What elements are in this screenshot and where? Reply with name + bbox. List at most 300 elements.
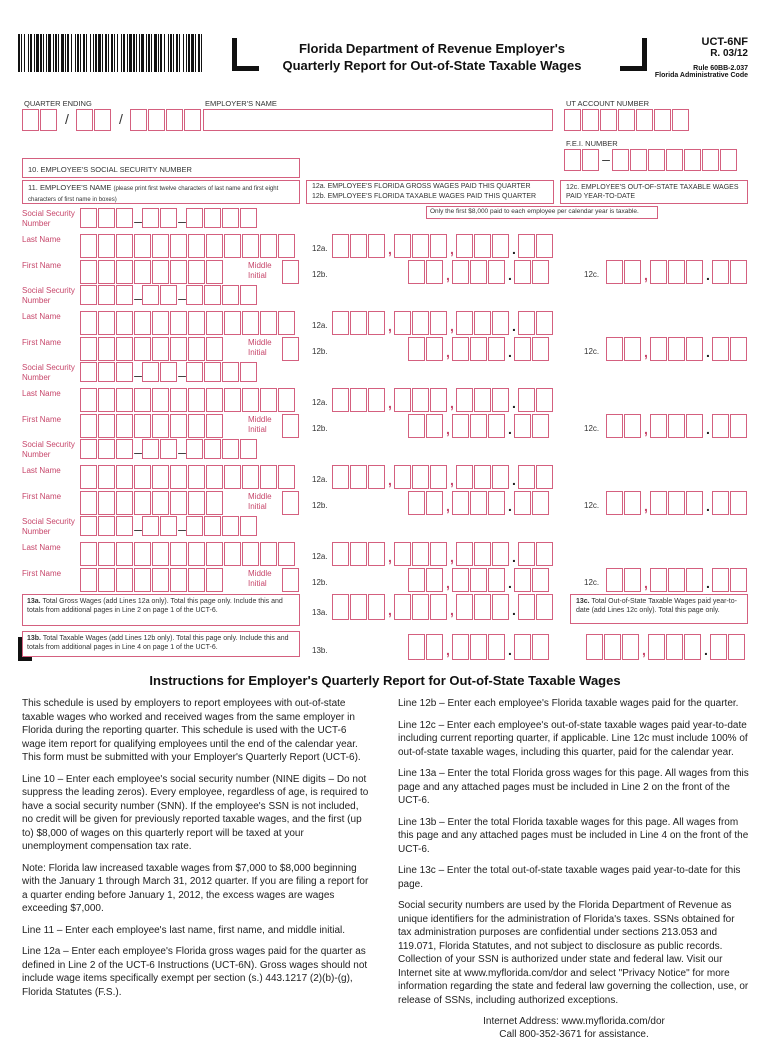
digit-box[interactable] [452,491,469,515]
digit-box[interactable] [206,234,223,258]
digit-box[interactable] [452,568,469,592]
digit-box[interactable] [98,285,115,305]
digit-box[interactable] [624,337,641,361]
digit-box[interactable] [474,465,491,489]
digit-box[interactable] [492,388,509,412]
digit-box[interactable] [98,414,115,438]
digit-box[interactable] [474,388,491,412]
digit-box[interactable] [260,542,277,566]
out-of-state-wages-boxes[interactable] [606,491,748,521]
digit-box[interactable] [514,414,531,438]
digit-box[interactable] [152,465,169,489]
digit-box[interactable] [240,208,257,228]
digit-box[interactable] [368,465,385,489]
digit-box[interactable] [412,234,429,258]
digit-box[interactable] [518,388,535,412]
digit-box[interactable] [586,634,603,660]
digit-box[interactable] [134,568,151,592]
digit-box[interactable] [80,234,97,258]
digit-box[interactable] [282,260,299,284]
digit-box[interactable] [278,388,295,412]
digit-box[interactable] [452,260,469,284]
digit-box[interactable] [206,414,223,438]
digit-box[interactable] [206,388,223,412]
middle-initial-box[interactable] [282,260,300,284]
digit-box[interactable] [170,311,187,335]
digit-box[interactable] [488,337,505,361]
digit-box[interactable] [142,362,159,382]
digit-box[interactable] [186,439,203,459]
digit-box[interactable] [186,362,203,382]
digit-box[interactable] [532,568,549,592]
digit-box[interactable] [606,491,623,515]
digit-box[interactable] [80,260,97,284]
digit-box[interactable] [394,594,411,620]
digit-box[interactable] [188,414,205,438]
digit-box[interactable] [712,260,729,284]
digit-box[interactable] [80,285,97,305]
digit-box[interactable] [98,491,115,515]
digit-box[interactable] [426,260,443,284]
digit-box[interactable] [474,311,491,335]
last-name-boxes[interactable] [80,234,296,258]
digit-box[interactable] [260,388,277,412]
digit-box[interactable] [426,634,443,660]
digit-box[interactable] [242,388,259,412]
digit-box[interactable] [116,465,133,489]
digit-box[interactable] [536,388,553,412]
digit-box[interactable] [116,260,133,284]
digit-box[interactable] [606,568,623,592]
digit-box[interactable] [260,465,277,489]
digit-box[interactable] [160,516,177,536]
digit-box[interactable] [492,594,509,620]
digit-box[interactable] [668,491,685,515]
digit-box[interactable] [116,234,133,258]
digit-box[interactable] [188,542,205,566]
digit-box[interactable] [518,542,535,566]
digit-box[interactable] [650,337,667,361]
total-13c-digits[interactable] [586,634,746,666]
digit-box[interactable] [368,594,385,620]
digit-box[interactable] [222,439,239,459]
digit-box[interactable] [426,568,443,592]
digit-box[interactable] [116,388,133,412]
digit-box[interactable] [152,568,169,592]
last-name-boxes[interactable] [80,311,296,335]
digit-box[interactable] [152,234,169,258]
middle-initial-box[interactable] [282,414,300,438]
digit-box[interactable] [188,260,205,284]
digit-box[interactable] [452,337,469,361]
digit-box[interactable] [240,439,257,459]
digit-box[interactable] [350,388,367,412]
digit-box[interactable] [80,388,97,412]
total-13a-digits[interactable] [332,594,554,626]
digit-box[interactable] [730,414,747,438]
digit-box[interactable] [514,634,531,660]
out-of-state-wages-boxes[interactable] [606,414,748,444]
digit-box[interactable] [282,491,299,515]
digit-box[interactable] [492,465,509,489]
digit-box[interactable] [426,337,443,361]
digit-box[interactable] [206,491,223,515]
digit-box[interactable] [408,337,425,361]
digit-box[interactable] [394,465,411,489]
digit-box[interactable] [278,234,295,258]
digit-box[interactable] [532,260,549,284]
digit-box[interactable] [98,516,115,536]
digit-box[interactable] [142,285,159,305]
digit-box[interactable] [282,568,299,592]
digit-box[interactable] [170,388,187,412]
digit-box[interactable] [412,388,429,412]
digit-box[interactable] [456,388,473,412]
digit-box[interactable] [242,311,259,335]
first-name-boxes[interactable] [80,337,224,361]
digit-box[interactable] [170,542,187,566]
digit-box[interactable] [650,491,667,515]
digit-box[interactable] [240,516,257,536]
first-name-boxes[interactable] [80,491,224,515]
digit-box[interactable] [240,362,257,382]
digit-box[interactable] [730,337,747,361]
digit-box[interactable] [474,234,491,258]
digit-box[interactable] [332,388,349,412]
digit-box[interactable] [152,337,169,361]
first-name-boxes[interactable] [80,260,224,284]
taxable-wages-boxes[interactable] [408,491,550,521]
digit-box[interactable] [206,311,223,335]
digit-box[interactable] [350,465,367,489]
digit-box[interactable] [98,311,115,335]
digit-box[interactable] [206,465,223,489]
digit-box[interactable] [728,634,745,660]
digit-box[interactable] [188,234,205,258]
digit-box[interactable] [98,234,115,258]
digit-box[interactable] [624,491,641,515]
digit-box[interactable] [650,568,667,592]
digit-box[interactable] [368,388,385,412]
digit-box[interactable] [536,542,553,566]
digit-box[interactable] [368,234,385,258]
digit-box[interactable] [470,414,487,438]
digit-box[interactable] [650,260,667,284]
digit-box[interactable] [152,260,169,284]
digit-box[interactable] [222,362,239,382]
digit-box[interactable] [188,311,205,335]
digit-box[interactable] [222,285,239,305]
digit-box[interactable] [278,465,295,489]
digit-box[interactable] [456,542,473,566]
digit-box[interactable] [98,439,115,459]
digit-box[interactable] [394,542,411,566]
digit-box[interactable] [408,491,425,515]
last-name-boxes[interactable] [80,542,296,566]
digit-box[interactable] [240,285,257,305]
digit-box[interactable] [426,491,443,515]
digit-box[interactable] [532,414,549,438]
digit-box[interactable] [224,311,241,335]
digit-box[interactable] [474,594,491,620]
digit-box[interactable] [116,491,133,515]
digit-box[interactable] [492,311,509,335]
fei-boxes[interactable]: – [564,149,738,171]
digit-box[interactable] [456,311,473,335]
digit-box[interactable] [80,337,97,361]
digit-box[interactable] [170,260,187,284]
first-name-boxes[interactable] [80,568,224,592]
ssn-boxes[interactable] [80,439,258,465]
digit-box[interactable] [408,568,425,592]
digit-box[interactable] [142,516,159,536]
digit-box[interactable] [412,594,429,620]
digit-box[interactable] [98,260,115,284]
digit-box[interactable] [170,568,187,592]
digit-box[interactable] [206,542,223,566]
digit-box[interactable] [332,311,349,335]
digit-box[interactable] [730,260,747,284]
digit-box[interactable] [116,337,133,361]
digit-box[interactable] [224,465,241,489]
digit-box[interactable] [160,285,177,305]
digit-box[interactable] [116,285,133,305]
digit-box[interactable] [116,439,133,459]
digit-box[interactable] [332,594,349,620]
digit-box[interactable] [80,208,97,228]
digit-box[interactable] [204,439,221,459]
digit-box[interactable] [536,234,553,258]
digit-box[interactable] [408,414,425,438]
digit-box[interactable] [412,465,429,489]
first-name-boxes[interactable] [80,414,224,438]
digit-box[interactable] [430,465,447,489]
digit-box[interactable] [152,542,169,566]
digit-box[interactable] [98,388,115,412]
digit-box[interactable] [98,465,115,489]
digit-box[interactable] [282,414,299,438]
digit-box[interactable] [134,542,151,566]
digit-box[interactable] [350,594,367,620]
ssn-boxes[interactable] [80,362,258,388]
digit-box[interactable] [116,542,133,566]
digit-box[interactable] [532,337,549,361]
digit-box[interactable] [80,516,97,536]
digit-box[interactable] [536,594,553,620]
digit-box[interactable] [134,465,151,489]
digit-box[interactable] [470,491,487,515]
digit-box[interactable] [98,337,115,361]
digit-box[interactable] [98,362,115,382]
digit-box[interactable] [186,516,203,536]
digit-box[interactable] [536,465,553,489]
out-of-state-wages-boxes[interactable] [606,260,748,290]
digit-box[interactable] [350,234,367,258]
digit-box[interactable] [206,260,223,284]
digit-box[interactable] [332,465,349,489]
digit-box[interactable] [368,542,385,566]
total-13b-digits[interactable] [408,634,550,666]
digit-box[interactable] [188,491,205,515]
digit-box[interactable] [98,208,115,228]
digit-box[interactable] [518,594,535,620]
digit-box[interactable] [456,594,473,620]
digit-box[interactable] [606,260,623,284]
digit-box[interactable] [668,260,685,284]
digit-box[interactable] [394,311,411,335]
digit-box[interactable] [134,337,151,361]
digit-box[interactable] [470,634,487,660]
digit-box[interactable] [430,542,447,566]
digit-box[interactable] [470,337,487,361]
digit-box[interactable] [80,414,97,438]
out-of-state-wages-boxes[interactable] [606,337,748,367]
digit-box[interactable] [470,260,487,284]
digit-box[interactable] [488,568,505,592]
digit-box[interactable] [242,234,259,258]
digit-box[interactable] [80,311,97,335]
digit-box[interactable] [710,634,727,660]
digit-box[interactable] [430,311,447,335]
digit-box[interactable] [452,634,469,660]
digit-box[interactable] [98,542,115,566]
digit-box[interactable] [186,208,203,228]
digit-box[interactable] [514,491,531,515]
digit-box[interactable] [282,337,299,361]
digit-box[interactable] [186,285,203,305]
digit-box[interactable] [160,208,177,228]
digit-box[interactable] [492,542,509,566]
digit-box[interactable] [488,260,505,284]
digit-box[interactable] [648,634,665,660]
digit-box[interactable] [532,491,549,515]
digit-box[interactable] [160,439,177,459]
digit-box[interactable] [518,465,535,489]
digit-box[interactable] [134,234,151,258]
digit-box[interactable] [650,414,667,438]
digit-box[interactable] [242,542,259,566]
digit-box[interactable] [116,311,133,335]
digit-box[interactable] [350,542,367,566]
digit-box[interactable] [412,542,429,566]
digit-box[interactable] [456,234,473,258]
digit-box[interactable] [98,568,115,592]
digit-box[interactable] [604,634,621,660]
ssn-boxes[interactable] [80,285,258,311]
digit-box[interactable] [224,542,241,566]
digit-box[interactable] [160,362,177,382]
digit-box[interactable] [730,568,747,592]
digit-box[interactable] [170,414,187,438]
digit-box[interactable] [394,234,411,258]
digit-box[interactable] [408,634,425,660]
digit-box[interactable] [668,414,685,438]
digit-box[interactable] [730,491,747,515]
digit-box[interactable] [452,414,469,438]
digit-box[interactable] [152,491,169,515]
digit-box[interactable] [260,234,277,258]
digit-box[interactable] [142,439,159,459]
digit-box[interactable] [514,260,531,284]
digit-box[interactable] [116,568,133,592]
digit-box[interactable] [206,568,223,592]
digit-box[interactable] [134,414,151,438]
digit-box[interactable] [430,388,447,412]
digit-box[interactable] [170,465,187,489]
ut-account-boxes[interactable] [564,109,690,131]
digit-box[interactable] [170,337,187,361]
digit-box[interactable] [80,362,97,382]
digit-box[interactable] [204,362,221,382]
digit-box[interactable] [532,634,549,660]
digit-box[interactable] [206,337,223,361]
digit-box[interactable] [488,414,505,438]
digit-box[interactable] [430,594,447,620]
digit-box[interactable] [712,491,729,515]
digit-box[interactable] [204,208,221,228]
digit-box[interactable] [712,414,729,438]
digit-box[interactable] [712,568,729,592]
digit-box[interactable] [514,337,531,361]
digit-box[interactable] [80,465,97,489]
digit-box[interactable] [116,414,133,438]
digit-box[interactable] [152,414,169,438]
digit-box[interactable] [152,311,169,335]
digit-box[interactable] [624,568,641,592]
digit-box[interactable] [152,388,169,412]
digit-box[interactable] [624,414,641,438]
digit-box[interactable] [514,568,531,592]
middle-initial-box[interactable] [282,337,300,361]
digit-box[interactable] [666,634,683,660]
digit-box[interactable] [222,208,239,228]
last-name-boxes[interactable] [80,388,296,412]
digit-box[interactable] [204,285,221,305]
digit-box[interactable] [518,311,535,335]
digit-box[interactable] [624,260,641,284]
ssn-boxes[interactable] [80,208,258,234]
taxable-wages-boxes[interactable] [408,260,550,290]
digit-box[interactable] [332,234,349,258]
digit-box[interactable] [426,414,443,438]
digit-box[interactable] [134,491,151,515]
ssn-boxes[interactable] [80,516,258,542]
digit-box[interactable] [412,311,429,335]
digit-box[interactable] [134,311,151,335]
digit-box[interactable] [712,337,729,361]
digit-box[interactable] [188,388,205,412]
digit-box[interactable] [188,337,205,361]
digit-box[interactable] [456,465,473,489]
digit-box[interactable] [686,260,703,284]
digit-box[interactable] [606,414,623,438]
digit-box[interactable] [684,634,701,660]
digit-box[interactable] [686,568,703,592]
digit-box[interactable] [278,311,295,335]
digit-box[interactable] [242,465,259,489]
digit-box[interactable] [686,337,703,361]
digit-box[interactable] [686,491,703,515]
digit-box[interactable] [170,491,187,515]
digit-box[interactable] [536,311,553,335]
middle-initial-box[interactable] [282,491,300,515]
digit-box[interactable] [224,388,241,412]
digit-box[interactable] [222,516,239,536]
digit-box[interactable] [80,542,97,566]
taxable-wages-boxes[interactable] [408,414,550,444]
digit-box[interactable] [350,311,367,335]
digit-box[interactable] [142,208,159,228]
